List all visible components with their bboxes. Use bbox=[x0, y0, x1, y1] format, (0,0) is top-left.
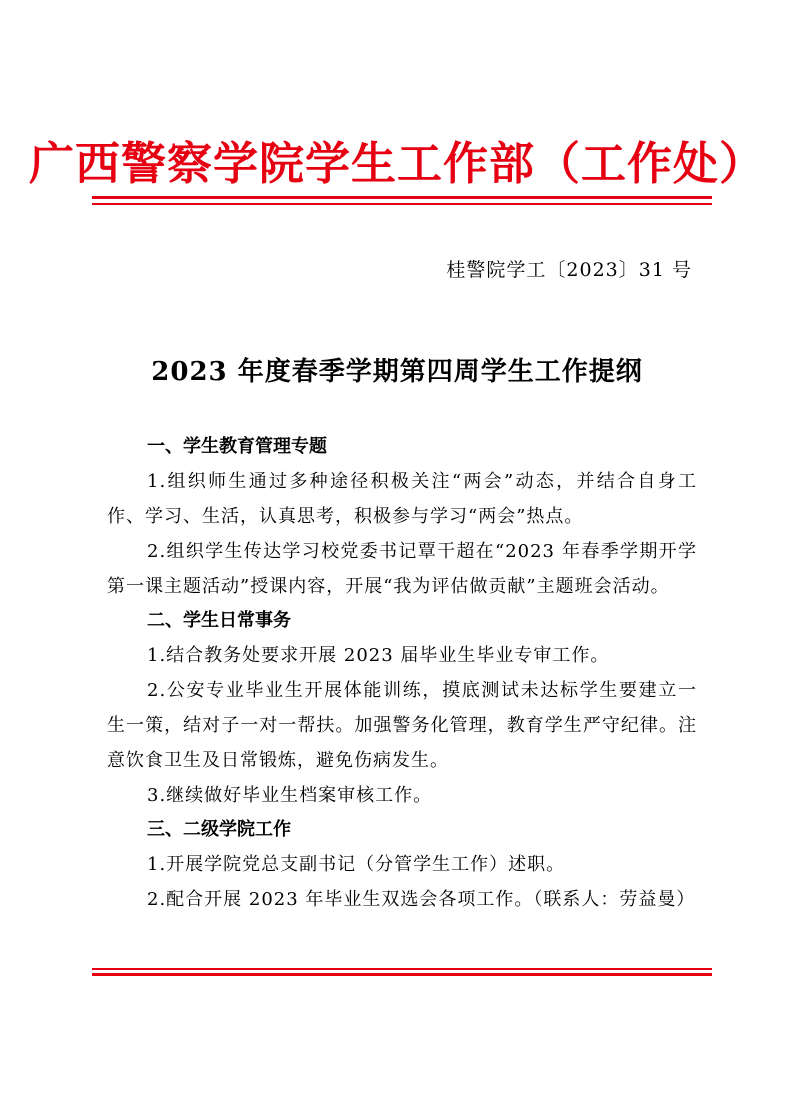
header-rule-thin bbox=[92, 203, 712, 205]
document-body bbox=[107, 430, 697, 917]
section-heading: 二、学生日常事务 bbox=[147, 610, 291, 631]
section-daily-affairs bbox=[107, 604, 697, 813]
document-title: 2023 年度春季学期第四周学生工作提纲 bbox=[151, 357, 643, 387]
section-heading: 一、学生教育管理专题 bbox=[147, 436, 327, 457]
section-item: 3.继续做好毕业生档案审核工作。 bbox=[147, 785, 433, 806]
section-secondary-colleges bbox=[107, 813, 697, 917]
section-item: 1.开展学院党总支副书记（分管学生工作）述职。 bbox=[147, 854, 566, 875]
section-item: 2.公安专业毕业生开展体能训练，摸底测试未达标学生要建立一生一策，结对子一对一帮扶。加强警务化管理，教育学生严守纪律。注意饮食卫生及日常锻炼，避免伤病发生。 bbox=[107, 680, 697, 771]
section-item: 1.组织师生通过多种途径积极关注“两会”动态，并结合自身工作、学习、生活，认真思考，积极参与学习“两会”热点。 bbox=[107, 471, 697, 527]
organization-title: 广西警察学院学生工作部（工作处） bbox=[28, 137, 765, 190]
document-number: 桂警院学工〔2023〕31 号 bbox=[446, 259, 692, 281]
footer-rule-thin bbox=[92, 968, 712, 970]
section-item: 2.组织学生传达学习校党委书记覃干超在“2023 年春季学期开学第一课主题活动”授课内容，开展“我为评估做贡献”主题班会活动。 bbox=[107, 541, 697, 597]
section-item: 2.配合开展 2023 年毕业生双选会各项工作。（联系人：劳益曼） bbox=[147, 889, 696, 910]
section-item: 1.结合教务处要求开展 2023 届毕业生毕业专审工作。 bbox=[147, 645, 610, 666]
footer-rule-thick bbox=[92, 973, 712, 976]
header-rule-thick bbox=[92, 196, 712, 199]
section-education-management bbox=[107, 430, 697, 604]
section-heading: 三、二级学院工作 bbox=[147, 819, 291, 840]
